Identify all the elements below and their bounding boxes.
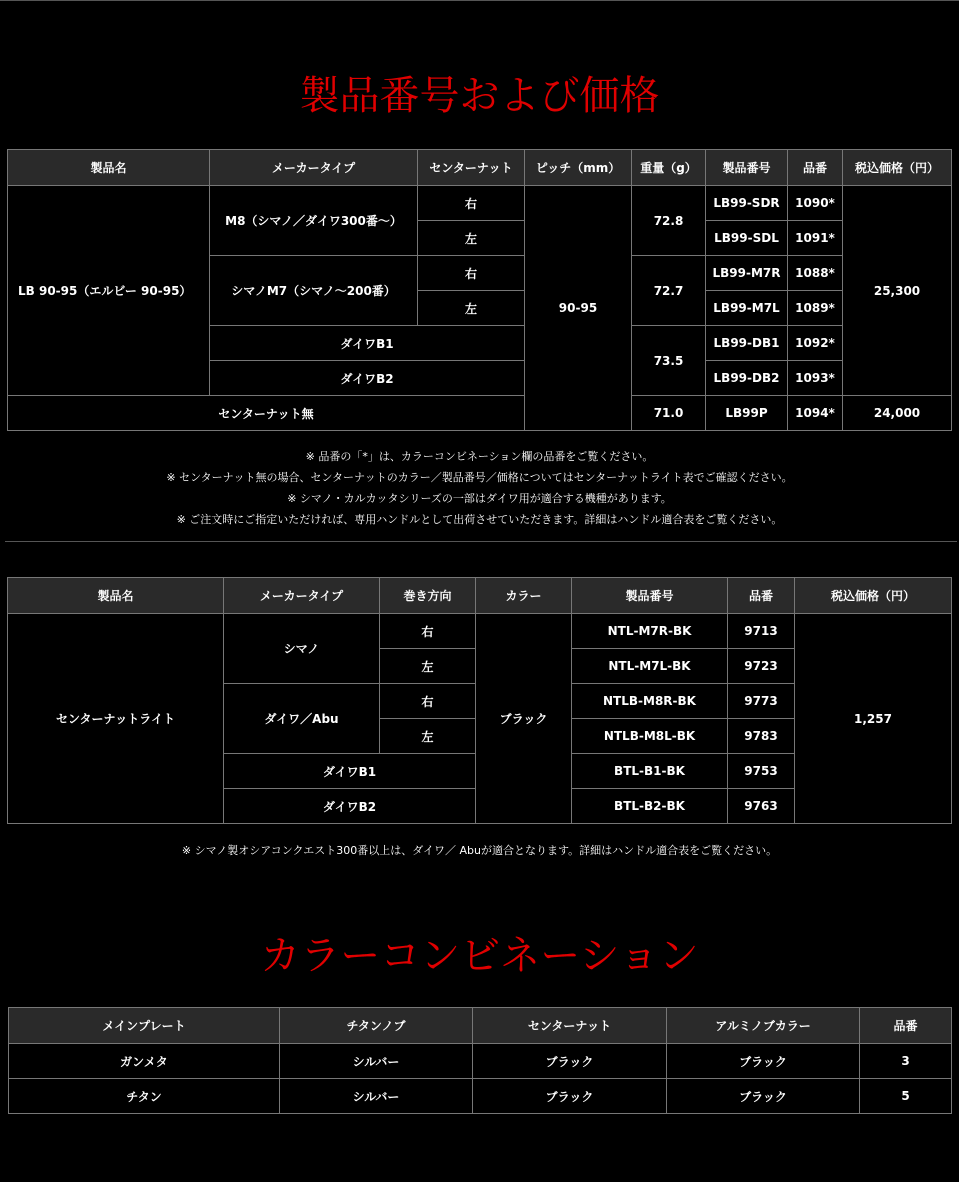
direction-cell: 右 <box>380 614 476 649</box>
direction-cell: 左 <box>380 649 476 684</box>
product-code-cell: NTL-M7R-BK <box>572 614 728 649</box>
table-row <box>8 396 952 431</box>
table-row <box>8 186 952 221</box>
note-line: ※ センターナット無の場合、センターナットのカラー／製品番号／価格についてはセンターナットライト表でご確認ください。 <box>166 471 793 484</box>
header-item-number: 品番 <box>860 1008 952 1044</box>
item-number-cell: 9723 <box>728 649 795 684</box>
maker-type-cell: ダイワ／Abu <box>224 684 380 754</box>
weight-cell: 72.7 <box>632 256 706 326</box>
center-nut-cell: 左 <box>418 291 525 326</box>
maker-type-cell: シマノM7（シマノ〜200番） <box>210 256 418 326</box>
table-header-row <box>8 150 952 186</box>
direction-cell: 左 <box>380 719 476 754</box>
product-code-cell: NTL-M7L-BK <box>572 649 728 684</box>
section-divider <box>5 541 957 542</box>
header-product-code: 製品番号 <box>706 150 788 186</box>
maker-type-cell: ダイワB1 <box>224 754 476 789</box>
maker-type-cell: M8（シマノ／ダイワ300番〜） <box>210 186 418 256</box>
header-price: 税込価格（円） <box>843 150 952 186</box>
no-nut-cell: センターナット無 <box>8 396 525 431</box>
product-price-table <box>7 149 952 431</box>
product-name-cell: センターナットライト <box>8 614 224 824</box>
header-pitch: ピッチ（mm） <box>525 150 632 186</box>
item-number-cell: 1089* <box>788 291 843 326</box>
note-line: ※ シマノ・カルカッタシリーズの一部はダイワ用が適合する機種があります。 <box>287 492 672 505</box>
note-line: ※ シマノ製オシアコンクエスト300番以上は、ダイワ／ Abuが適合となります。詳細はハンドル適合表をご覧ください。 <box>181 844 778 857</box>
header-item-number: 品番 <box>788 150 843 186</box>
header-product-name: 製品名 <box>8 150 210 186</box>
product-code-cell: NTLB-M8L-BK <box>572 719 728 754</box>
aluminum-knob-color-cell: ブラック <box>667 1079 860 1114</box>
product-code-cell: LB99-M7L <box>706 291 788 326</box>
center-nut-cell: ブラック <box>473 1044 667 1079</box>
header-titanium-knob: チタンノブ <box>280 1008 473 1044</box>
center-nut-cell: 右 <box>418 186 525 221</box>
product-code-cell: LB99-M7R <box>706 256 788 291</box>
header-item-number: 品番 <box>728 578 795 614</box>
header-product-name: 製品名 <box>8 578 224 614</box>
section-title-products: 製品番号および価格 <box>299 73 660 119</box>
section-title-color-combination: カラーコンビネーション <box>260 933 699 979</box>
main-plate-cell: ガンメタ <box>9 1044 280 1079</box>
price-cell: 1,257 <box>795 614 952 824</box>
table-header-row <box>8 578 952 614</box>
header-main-plate: メインプレート <box>9 1008 280 1044</box>
maker-type-cell: ダイワB2 <box>210 361 525 396</box>
item-number-cell: 3 <box>860 1044 952 1079</box>
product-name-cell: LB 90-95（エルビー 90-95） <box>8 186 210 396</box>
product-code-cell: LB99-DB1 <box>706 326 788 361</box>
header-price: 税込価格（円） <box>795 578 952 614</box>
header-center-nut: センターナット <box>473 1008 667 1044</box>
center-nut-lite-table <box>7 577 952 824</box>
product-code-cell: NTLB-M8R-BK <box>572 684 728 719</box>
direction-cell: 右 <box>380 684 476 719</box>
item-number-cell: 9713 <box>728 614 795 649</box>
color-combination-table <box>8 1007 952 1114</box>
pitch-cell: 90-95 <box>525 186 632 431</box>
color-cell: ブラック <box>476 614 572 824</box>
maker-type-cell: シマノ <box>224 614 380 684</box>
aluminum-knob-color-cell: ブラック <box>667 1044 860 1079</box>
maker-type-cell: ダイワB2 <box>224 789 476 824</box>
item-number-cell: 1088* <box>788 256 843 291</box>
item-number-cell: 9773 <box>728 684 795 719</box>
product-code-cell: LB99-SDL <box>706 221 788 256</box>
titanium-knob-cell: シルバー <box>280 1079 473 1114</box>
product-notes <box>0 446 959 530</box>
note-line: ※ ご注文時にご指定いただければ、専用ハンドルとして出荷させていただきます。詳細はハンドル適合表をご覧ください。 <box>176 513 783 526</box>
item-number-cell: 1093* <box>788 361 843 396</box>
header-product-code: 製品番号 <box>572 578 728 614</box>
header-winding-direction: 巻き方向 <box>380 578 476 614</box>
header-maker-type: メーカータイプ <box>224 578 380 614</box>
table-row <box>8 614 952 649</box>
product-code-cell: BTL-B2-BK <box>572 789 728 824</box>
center-nut-cell: ブラック <box>473 1079 667 1114</box>
header-maker-type: メーカータイプ <box>210 150 418 186</box>
item-number-cell: 1094* <box>788 396 843 431</box>
center-nut-cell: 左 <box>418 221 525 256</box>
price-cell: 25,300 <box>843 186 952 396</box>
item-number-cell: 9763 <box>728 789 795 824</box>
product-code-cell: LB99P <box>706 396 788 431</box>
top-divider <box>0 0 959 1</box>
header-center-nut: センターナット <box>418 150 525 186</box>
item-number-cell: 9783 <box>728 719 795 754</box>
item-number-cell: 1090* <box>788 186 843 221</box>
lite-notes <box>0 840 959 861</box>
table-row <box>9 1044 952 1079</box>
table-row <box>9 1079 952 1114</box>
product-code-cell: BTL-B1-BK <box>572 754 728 789</box>
weight-cell: 72.8 <box>632 186 706 256</box>
note-line: ※ 品番の「*」は、カラーコンビネーション欄の品番をご覧ください。 <box>305 450 654 463</box>
item-number-cell: 1091* <box>788 221 843 256</box>
weight-cell: 73.5 <box>632 326 706 396</box>
weight-cell: 71.0 <box>632 396 706 431</box>
product-code-cell: LB99-SDR <box>706 186 788 221</box>
item-number-cell: 5 <box>860 1079 952 1114</box>
product-code-cell: LB99-DB2 <box>706 361 788 396</box>
main-plate-cell: チタン <box>9 1079 280 1114</box>
item-number-cell: 9753 <box>728 754 795 789</box>
header-aluminum-knob-color: アルミノブカラー <box>667 1008 860 1044</box>
item-number-cell: 1092* <box>788 326 843 361</box>
maker-type-cell: ダイワB1 <box>210 326 525 361</box>
price-cell: 24,000 <box>843 396 952 431</box>
center-nut-cell: 右 <box>418 256 525 291</box>
header-weight: 重量（g） <box>632 150 706 186</box>
table-header-row <box>9 1008 952 1044</box>
header-color: カラー <box>476 578 572 614</box>
titanium-knob-cell: シルバー <box>280 1044 473 1079</box>
